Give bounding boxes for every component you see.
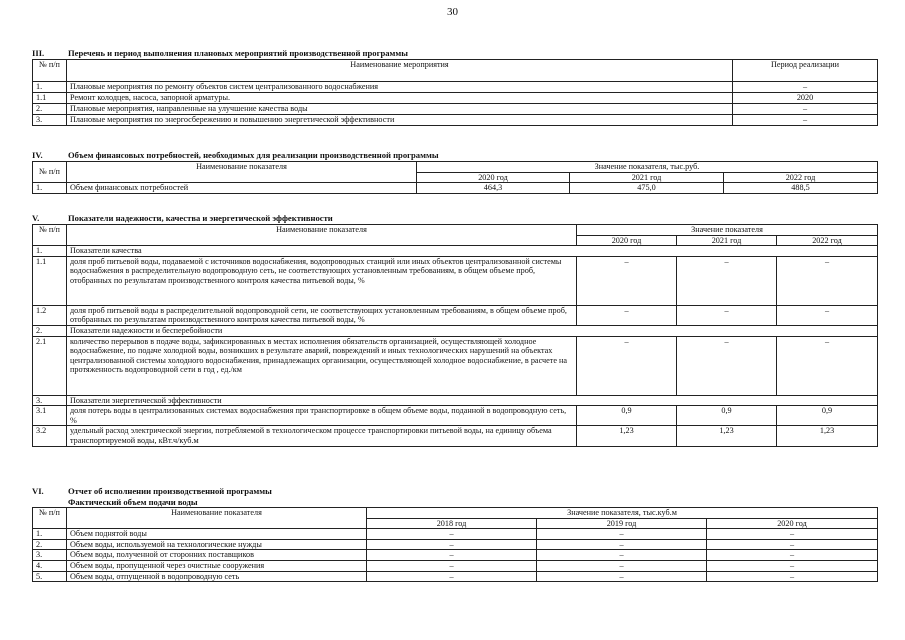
col-header-year: 2021 год bbox=[570, 172, 724, 183]
row-num: 1. bbox=[33, 183, 67, 194]
table-row bbox=[33, 395, 878, 406]
col-header-year: 2019 год bbox=[537, 518, 707, 529]
row-value: 0,9 bbox=[677, 406, 777, 426]
row-name: доля проб питьевой воды, подаваемой с источников водоснабжения, водопроводных станций или иных объектов централизованной системы водоснабжения в распределительную водопроводную сеть, не соответствующих установленным требованиям, в общем объеме проб, отобранных по результатам производственного контроля качества питьевой воды, % bbox=[67, 256, 577, 305]
col-header-name: Наименование показателя bbox=[67, 225, 577, 246]
row-value: 1,23 bbox=[777, 426, 878, 446]
row-num: 2. bbox=[33, 104, 67, 115]
row-value: – bbox=[367, 571, 537, 582]
col-header-year: 2022 год bbox=[777, 235, 878, 246]
section-4-table bbox=[32, 161, 878, 194]
row-num: 2. bbox=[33, 325, 67, 336]
section-4-number: IV. bbox=[32, 150, 43, 160]
row-value: – bbox=[677, 336, 777, 395]
section-5-table bbox=[32, 224, 878, 447]
row-name: Объем воды, используемой на технологические нужды bbox=[67, 539, 367, 550]
section-3-number: III. bbox=[32, 48, 45, 58]
section-3 bbox=[32, 48, 877, 126]
col-header-name: Наименование мероприятия bbox=[67, 60, 733, 82]
table-row bbox=[33, 183, 878, 194]
table-row bbox=[33, 529, 878, 540]
row-num: 1. bbox=[33, 82, 67, 93]
row-value: – bbox=[707, 529, 878, 540]
col-header-year: 2020 год bbox=[417, 172, 570, 183]
row-value: 1,23 bbox=[677, 426, 777, 446]
table-row bbox=[33, 82, 878, 93]
col-header-name: Наименование показателя bbox=[67, 508, 367, 529]
row-num: 2. bbox=[33, 539, 67, 550]
row-value: 1,23 bbox=[577, 426, 677, 446]
section-3-heading bbox=[32, 48, 877, 59]
row-name: Объем поднятой воды bbox=[67, 529, 367, 540]
row-value: – bbox=[537, 529, 707, 540]
table-row bbox=[33, 560, 878, 571]
table-row bbox=[33, 246, 878, 257]
row-num: 1.1 bbox=[33, 256, 67, 305]
row-num: 1. bbox=[33, 246, 67, 257]
row-value: – bbox=[707, 560, 878, 571]
table-row bbox=[33, 426, 878, 446]
section-6-table bbox=[32, 507, 878, 582]
row-value: – bbox=[537, 560, 707, 571]
col-header-year: 2020 год bbox=[577, 235, 677, 246]
table-row bbox=[33, 305, 878, 325]
col-header-period: Период реализации bbox=[733, 60, 878, 82]
row-value: – bbox=[707, 539, 878, 550]
row-value: – bbox=[367, 529, 537, 540]
row-value: – bbox=[367, 539, 537, 550]
section-4-title: Объем финансовых потребностей, необходимых для реализации производственной программы bbox=[68, 150, 439, 160]
row-value: 488,5 bbox=[724, 183, 878, 194]
section-6-subtitle: Фактический объем подачи воды bbox=[68, 497, 198, 507]
section-5-heading bbox=[32, 213, 877, 224]
row-num: 1.1 bbox=[33, 93, 67, 104]
section-6-title: Отчет об исполнении производственной программы bbox=[68, 486, 272, 496]
row-value: – bbox=[537, 571, 707, 582]
row-value: – bbox=[707, 550, 878, 561]
row-value: – bbox=[777, 305, 878, 325]
section-4-heading bbox=[32, 150, 877, 161]
row-value: – bbox=[577, 305, 677, 325]
col-header-num: № п/п bbox=[33, 60, 67, 82]
row-name: Показатели энергетической эффективности bbox=[67, 395, 878, 406]
section-4 bbox=[32, 150, 877, 194]
table-row bbox=[33, 550, 878, 561]
col-header-num: № п/п bbox=[33, 162, 67, 183]
row-num: 2.1 bbox=[33, 336, 67, 395]
row-period: 2020 bbox=[733, 93, 878, 104]
row-name: Плановые мероприятия по ремонту объектов систем централизованного водоснабжения bbox=[67, 82, 733, 93]
row-num: 5. bbox=[33, 571, 67, 582]
row-name: Объем финансовых потребностей bbox=[67, 183, 417, 194]
table-row bbox=[33, 539, 878, 550]
row-name: Объем воды, полученной от сторонних поставщиков bbox=[67, 550, 367, 561]
table-row bbox=[33, 325, 878, 336]
section-6-number: VI. bbox=[32, 486, 44, 496]
table-header-row bbox=[33, 60, 878, 82]
table-row bbox=[33, 93, 878, 104]
table-row bbox=[33, 115, 878, 126]
table-header-row bbox=[33, 162, 878, 173]
row-num: 3. bbox=[33, 395, 67, 406]
col-header-year: 2018 год bbox=[367, 518, 537, 529]
row-name: Показатели качества bbox=[67, 246, 878, 257]
row-period: – bbox=[733, 104, 878, 115]
row-value: – bbox=[367, 550, 537, 561]
row-value: – bbox=[577, 256, 677, 305]
row-period: – bbox=[733, 115, 878, 126]
col-header-value: Значение показателя, тыс.руб. bbox=[417, 162, 878, 173]
col-header-num: № п/п bbox=[33, 508, 67, 529]
row-name: Плановые мероприятия, направленные на улучшение качества воды bbox=[67, 104, 733, 115]
col-header-year: 2021 год bbox=[677, 235, 777, 246]
row-name: доля проб питьевой воды в распределительной водопроводной сети, не соответствующих установленным требованиям, в общем объеме проб, отобранных по результатам производственного контроля качества питьевой воды, % bbox=[67, 305, 577, 325]
row-value: 475,0 bbox=[570, 183, 724, 194]
row-value: – bbox=[677, 256, 777, 305]
row-value: 464,3 bbox=[417, 183, 570, 194]
row-value: – bbox=[577, 336, 677, 395]
table-row bbox=[33, 104, 878, 115]
row-num: 4. bbox=[33, 560, 67, 571]
table-header-row bbox=[33, 225, 878, 236]
row-name: Объем воды, отпущенной в водопроводную сеть bbox=[67, 571, 367, 582]
row-value: 0,9 bbox=[577, 406, 677, 426]
row-name: Ремонт колодцев, насоса, запорной арматуры. bbox=[67, 93, 733, 104]
row-value: – bbox=[367, 560, 537, 571]
col-header-num: № п/п bbox=[33, 225, 67, 246]
row-num: 1. bbox=[33, 529, 67, 540]
table-row bbox=[33, 256, 878, 305]
col-header-value: Значение показателя bbox=[577, 225, 878, 236]
row-num: 3.1 bbox=[33, 406, 67, 426]
table-row bbox=[33, 336, 878, 395]
table-row bbox=[33, 406, 878, 426]
table-header-row bbox=[33, 508, 878, 519]
row-value: – bbox=[777, 336, 878, 395]
row-name: Плановые мероприятия по энергосбережению и повышению энергетической эффективности bbox=[67, 115, 733, 126]
row-value: – bbox=[707, 571, 878, 582]
row-num: 3.2 bbox=[33, 426, 67, 446]
row-value: – bbox=[777, 256, 878, 305]
section-3-title: Перечень и период выполнения плановых мероприятий производственной программы bbox=[68, 48, 408, 58]
section-6-heading bbox=[32, 486, 877, 497]
section-5 bbox=[32, 213, 877, 447]
col-header-year: 2022 год bbox=[724, 172, 878, 183]
row-name: количество перерывов в подаче воды, зафиксированных в местах исполнения обязательств организацией, осуществляющей холодное водоснабжение, по подаче холодной воды, возникших в результате аварий, повреждений и иных технологических нарушений на объектах централизованной системы холодного водоснабжения, принадлежащих организации, осуществляющей холодное водоснабжение, в расчете на протяженность водопроводной сети в год , ед./км bbox=[67, 336, 577, 395]
col-header-year: 2020 год bbox=[707, 518, 878, 529]
row-num: 3. bbox=[33, 115, 67, 126]
section-6 bbox=[32, 486, 877, 582]
section-3-table bbox=[32, 59, 878, 126]
col-header-name: Наименование показателя bbox=[67, 162, 417, 183]
row-value: 0,9 bbox=[777, 406, 878, 426]
row-value: – bbox=[537, 539, 707, 550]
row-value: – bbox=[677, 305, 777, 325]
row-name: удельный расход электрической энергии, потребляемой в технологическом процессе транспортировки питьевой воды, на единицу объема транспортируемой воды, кВт.ч/куб.м bbox=[67, 426, 577, 446]
row-period: – bbox=[733, 82, 878, 93]
row-value: – bbox=[537, 550, 707, 561]
section-5-title: Показатели надежности, качества и энергетической эффективности bbox=[68, 213, 333, 223]
table-row bbox=[33, 571, 878, 582]
row-num: 3. bbox=[33, 550, 67, 561]
row-name: доля потерь воды в централизованных системах водоснабжения при транспортировке в общем объеме воды, поданной в водопроводную сеть, % bbox=[67, 406, 577, 426]
page-number: 30 bbox=[447, 6, 458, 18]
row-name: Показатели надежности и бесперебойности bbox=[67, 325, 878, 336]
section-5-number: V. bbox=[32, 213, 40, 223]
row-num: 1.2 bbox=[33, 305, 67, 325]
col-header-value: Значение показателя, тыс.куб.м bbox=[367, 508, 878, 519]
row-name: Объем воды, пропущенной через очистные сооружения bbox=[67, 560, 367, 571]
